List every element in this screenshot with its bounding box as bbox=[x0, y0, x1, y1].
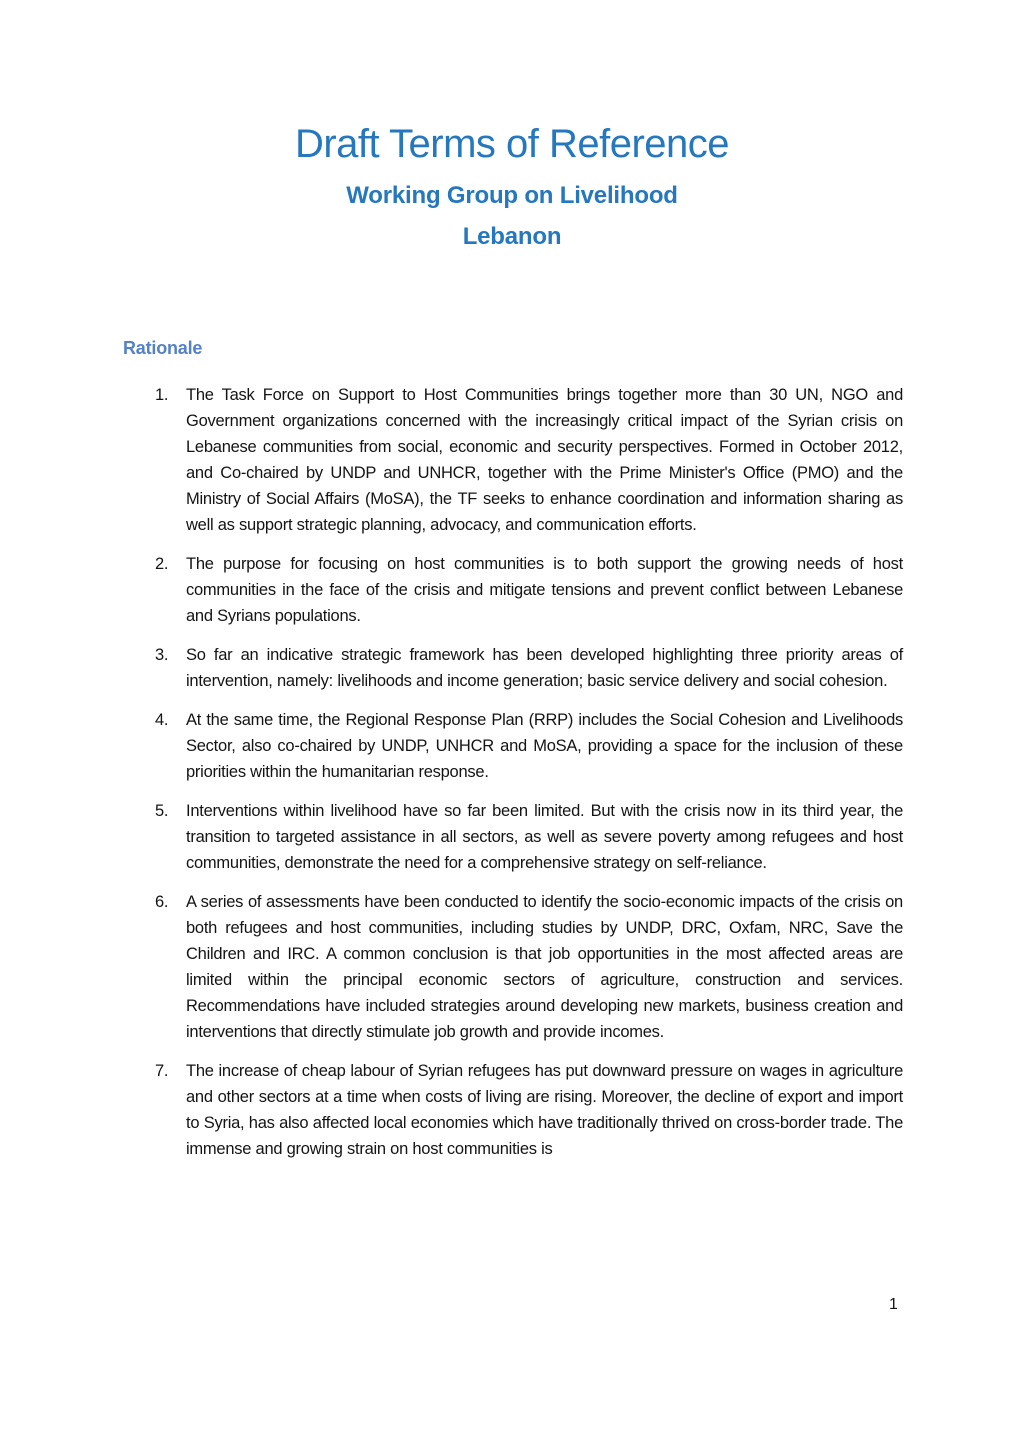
list-item bbox=[123, 642, 903, 694]
list-item bbox=[123, 798, 903, 876]
list-item-text: The purpose for focusing on host communities is to both support the growing needs of host communities in the face of the crisis and mitigate tensions and prevent conflict between Lebanese and Syrians populations. bbox=[186, 555, 903, 625]
section-heading-rationale: Rationale bbox=[123, 338, 203, 358]
list-item-number: 7. bbox=[155, 1062, 169, 1080]
list-item bbox=[123, 889, 903, 1045]
list-item-text: The Task Force on Support to Host Communities brings together more than 30 UN, NGO and Government organizations concerned with the increasingly critical impact of the Syrian crisis on Lebanese communities from social, economic and security perspectives. Formed in October 2012, and Co-chaired by UNDP and UNHCR, together with the Prime Minister's Office (PMO) and the Ministry of Social Affairs (MoSA), the TF seeks to enhance coordination and information sharing as well as support strategic planning, advocacy, and communication efforts. bbox=[186, 386, 903, 534]
rationale-list bbox=[123, 382, 903, 1175]
list-item bbox=[123, 1058, 903, 1162]
list-item-text: A series of assessments have been conducted to identify the socio-economic impacts of the crisis on both refugees and host communities, including studies by UNDP, DRC, Oxfam, NRC, Save the Children and IRC. A common conclusion is that job opportunities in the most affected areas are limited within the principal economic sectors of agriculture, construction and services. Recommendations have included strategies around developing new markets, business creation and interventions that directly stimulate job growth and provide incomes. bbox=[186, 893, 903, 1041]
document-title: Draft Terms of Reference bbox=[294, 122, 730, 166]
list-item bbox=[123, 707, 903, 785]
list-item bbox=[123, 382, 903, 538]
list-item-number: 6. bbox=[155, 893, 169, 911]
list-item-number: 2. bbox=[155, 555, 169, 573]
document-subtitle-location: Lebanon bbox=[462, 223, 562, 250]
list-item-text: At the same time, the Regional Response Plan (RRP) includes the Social Cohesion and Livelihoods Sector, also co-chaired by UNDP, UNHCR and MoSA, providing a space for the inclusion of these priorities within the humanitarian response. bbox=[186, 711, 903, 781]
list-item-text: So far an indicative strategic framework has been developed highlighting three priority areas of intervention, namely: livelihoods and income generation; basic service delivery and social cohesion. bbox=[186, 646, 903, 690]
list-item-number: 3. bbox=[155, 646, 169, 664]
list-item-number: 1. bbox=[155, 386, 169, 404]
list-item-text: The increase of cheap labour of Syrian refugees has put downward pressure on wages in agriculture and other sectors at a time when costs of living are rising. Moreover, the decline of export and import to Syria, has also affected local economies which have traditionally thrived on cross-border trade. The immense and growing strain on host communities is bbox=[186, 1062, 903, 1158]
list-item-number: 4. bbox=[155, 711, 169, 729]
page-number: 1 bbox=[889, 1296, 898, 1313]
title-block bbox=[0, 0, 1024, 251]
list-item-text: Interventions within livelihood have so far been limited. But with the crisis now in its third year, the transition to targeted assistance in all sectors, as well as severe poverty among refugees and host communities, demonstrate the need for a comprehensive strategy on self-reliance. bbox=[186, 802, 903, 872]
list-item bbox=[123, 551, 903, 629]
document-subtitle: Working Group on Livelihood bbox=[346, 182, 678, 209]
list-item-number: 5. bbox=[155, 802, 169, 820]
